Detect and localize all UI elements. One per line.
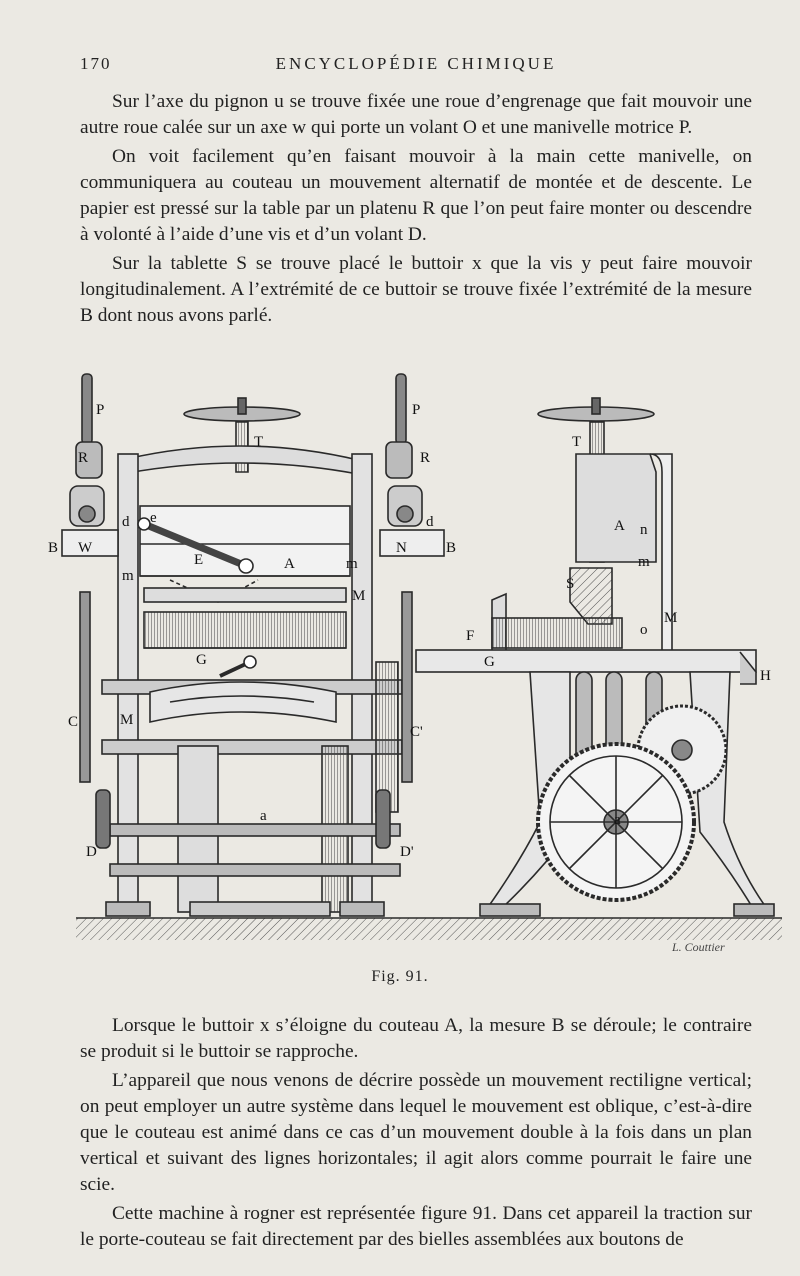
engraver-signature: L. Couttier bbox=[672, 940, 725, 954]
label-P-right: P bbox=[412, 402, 421, 418]
label-m-left: m bbox=[122, 568, 134, 584]
paper-cutting-machine-engraving bbox=[40, 362, 792, 962]
paragraph: Cette machine à rogner est représentée figure 91. Dans cet appareil la traction sur le porte-couteau se fait directement par des bielles assemblées aux boutons de bbox=[80, 1203, 752, 1250]
label-G: G bbox=[196, 652, 207, 668]
paragraph: Sur l’axe du pignon u se trouve fixée une roue d’engrenage que fait mouvoir une autre roue calée sur un axe w qui porte un volant O et une manivelle motrice P. bbox=[80, 91, 752, 138]
label-W: W bbox=[78, 540, 93, 556]
label-a-right: a bbox=[614, 812, 621, 828]
label-F: F bbox=[466, 628, 475, 644]
label-T-left: T bbox=[254, 434, 264, 450]
page-number: 170 bbox=[80, 54, 112, 73]
label-A-right: A bbox=[614, 518, 625, 534]
figure-91-illustration bbox=[40, 362, 792, 962]
body-text-top bbox=[80, 89, 752, 329]
paragraph: Lorsque le buttoir x s’éloigne du couteau A, la mesure B se déroule; le contraire se produit si le buttoir se rapproche. bbox=[80, 1015, 752, 1062]
label-R-right: R bbox=[420, 450, 431, 466]
label-E: E bbox=[194, 552, 204, 568]
label-d-left: d bbox=[122, 514, 130, 530]
label-m-right: m bbox=[638, 554, 650, 570]
label-A-center: A bbox=[284, 556, 295, 572]
label-d-right: d bbox=[426, 514, 434, 530]
label-o: o bbox=[640, 622, 648, 638]
label-m-center: m bbox=[346, 556, 358, 572]
label-G-right: G bbox=[484, 654, 495, 670]
paragraph: Sur la tablette S se trouve placé le buttoir x que la vis y peut faire mouvoir longitudinalement. A l’extrémité de ce buttoir se trouve fixée l’extrémité de la mesure B dont nous avons parlé. bbox=[80, 253, 752, 326]
label-C-prime: C' bbox=[410, 724, 423, 740]
running-title: ENCYCLOPÉDIE CHIMIQUE bbox=[275, 54, 557, 73]
body-text-bottom bbox=[80, 1013, 752, 1253]
label-D-prime: D' bbox=[400, 844, 414, 860]
label-e: e bbox=[150, 510, 157, 526]
paragraph: On voit facilement qu’en faisant mouvoir à la main cette manivelle, on communiquera au couteau un mouvement alternatif de montée et de descente. Le papier est pressé sur la table par un platenu R que l’on peut faire monter ou descendre à volonté à l’aide d’une vis et d’un volant D. bbox=[80, 146, 752, 245]
label-a-center: a bbox=[260, 808, 267, 824]
label-S: S bbox=[566, 576, 575, 592]
label-P-left: P bbox=[96, 402, 105, 418]
figure-caption: Fig. 91. bbox=[371, 968, 429, 985]
label-D: D bbox=[86, 844, 97, 860]
label-H: H bbox=[760, 668, 771, 684]
label-R-left: R bbox=[78, 450, 89, 466]
label-B-left: B bbox=[48, 540, 59, 556]
paragraph: L’appareil que nous venons de décrire possède un mouvement rectiligne vertical; on peut employer un autre système dans lequel le mouvement est oblique, c’est-à-dire que le couteau est animé dans ce cas d’un mouvement double à la fois dans un plan vertical et suivant des lignes horizontales; il agit alors comme pourrait le faire une scie. bbox=[80, 1070, 752, 1195]
page-header bbox=[80, 54, 752, 78]
label-n: n bbox=[640, 522, 648, 538]
label-M-center: M bbox=[352, 588, 366, 604]
label-N: N bbox=[396, 540, 407, 556]
label-B-right: B bbox=[446, 540, 457, 556]
label-C: C bbox=[68, 714, 79, 730]
label-M-left: M bbox=[120, 712, 134, 728]
label-M-right: M bbox=[664, 610, 678, 626]
label-T-right: T bbox=[572, 434, 582, 450]
